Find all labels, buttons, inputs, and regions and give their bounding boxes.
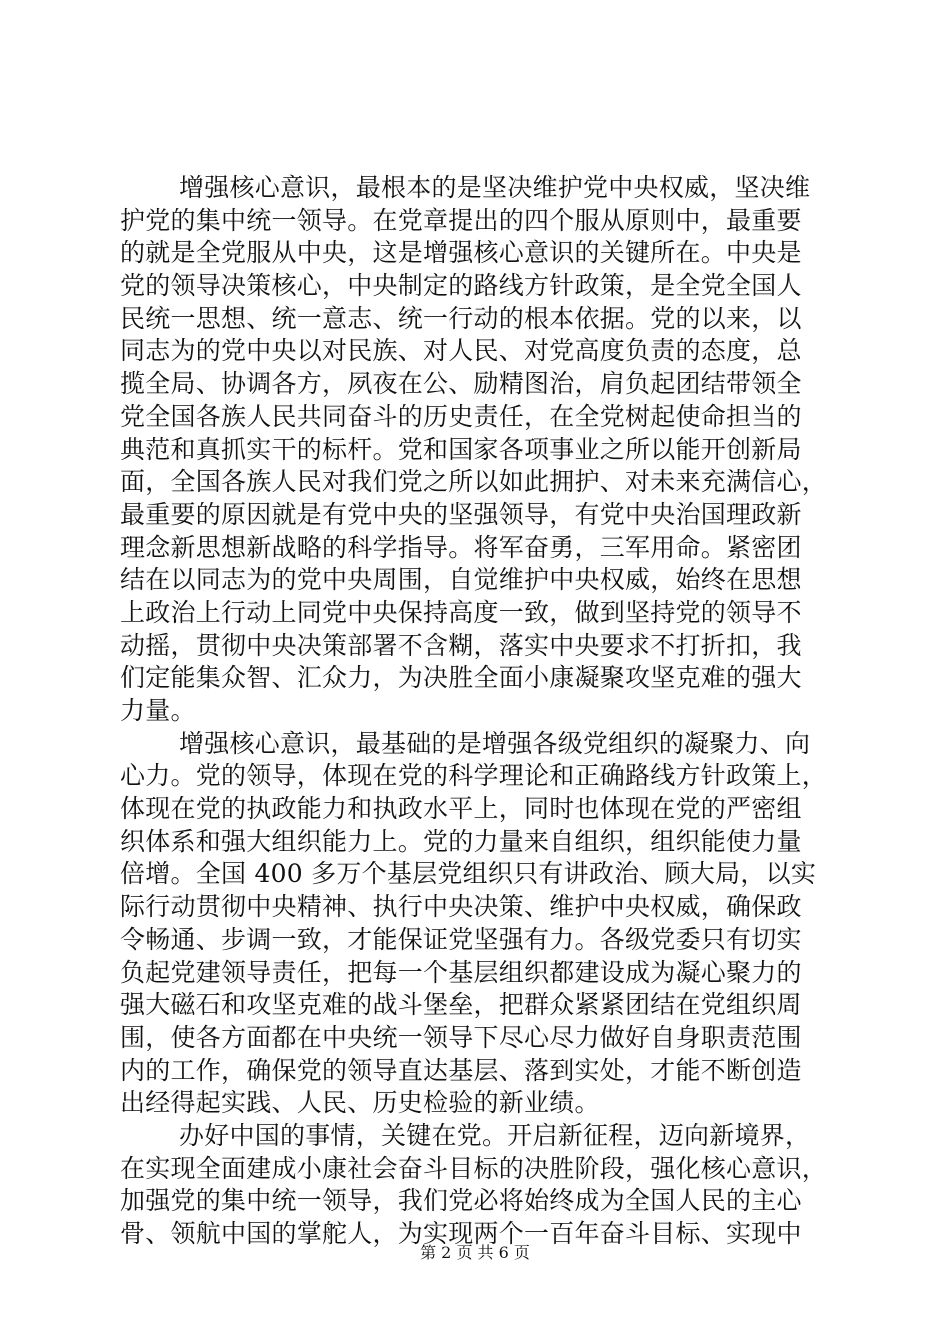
text-line: 们定能集众智、汇众力，为决胜全面小康凝聚攻坚克难的强大 bbox=[120, 663, 802, 693]
text-line: 面，全国各族人民对我们党之所以如此拥护、对未来充满信心， bbox=[120, 467, 828, 497]
text-line: 力量。 bbox=[120, 696, 196, 725]
text-line: 加强党的集中统一领导，我们党必将始终成为全国人民的主心 bbox=[120, 1186, 802, 1216]
text-line: 在实现全面建成小康社会奋斗目标的决胜阶段，强化核心意识， bbox=[120, 1153, 828, 1183]
text-line: 强大磁石和攻坚克难的战斗堡垒，把群众紧紧团结在党组织周 bbox=[120, 990, 802, 1020]
text-line: 际行动贯彻中央精神、执行中央决策、维护中央权威，确保政 bbox=[120, 892, 802, 922]
text-line: 党的领导决策核心，中央制定的路线方针政策，是全党全国人 bbox=[120, 271, 802, 301]
text-line: 动摇，贯彻中央决策部署不含糊，落实中央要求不打折扣，我 bbox=[120, 630, 802, 660]
text-line: 骨、领航中国的掌舵人，为实现两个一百年奋斗目标、实现中 bbox=[120, 1219, 802, 1248]
body-text bbox=[120, 172, 836, 1251]
text-line: 办好中国的事情，关键在党。开启新征程，迈向新境界， bbox=[179, 1120, 811, 1150]
text-line: 出经得起实践、人民、历史检验的新业绩。 bbox=[120, 1088, 600, 1118]
text-line: 织体系和强大组织能力上。党的力量来自组织，组织能使力量 bbox=[120, 826, 802, 856]
text-line: 揽全局、协调各方，夙夜在公、励精图治，肩负起团结带领全 bbox=[120, 369, 802, 399]
text-line: 围，使各方面都在中央统一领导下尽心尽力做好自身职责范围 bbox=[120, 1022, 802, 1052]
text-line: 党全国各族人民共同奋斗的历史责任，在全党树起使命担当的 bbox=[120, 401, 802, 431]
text-line: 体现在党的执政能力和执政水平上，同时也体现在党的严密组 bbox=[120, 794, 802, 824]
text-line: 同志为的党中央以对民族、对人民、对党高度负责的态度，总 bbox=[120, 336, 802, 366]
text-line: 心力。党的领导，体现在党的科学理论和正确路线方针政策上， bbox=[120, 761, 828, 791]
text-line: 最重要的原因就是有党中央的坚强领导，有党中央治国理政新 bbox=[120, 499, 802, 529]
text-line: 民统一思想、统一意志、统一行动的根本依据。党的以来，以 bbox=[120, 303, 802, 333]
text-line: 令畅通、步调一致，才能保证党坚强有力。各级党委只有切实 bbox=[120, 924, 802, 954]
text-line: 倍增。全国 400 多万个基层党组织只有讲政治、顾大局，以实 bbox=[120, 859, 817, 889]
text-line: 的就是全党服从中央，这是增强核心意识的关键所在。中央是 bbox=[120, 238, 802, 268]
text-line: 理念新思想新战略的科学指导。将军奋勇，三军用命。紧密团 bbox=[120, 532, 802, 562]
text-line: 内的工作，确保党的领导直达基层、落到实处，才能不断创造 bbox=[120, 1055, 802, 1085]
text-line: 增强核心意识，最基础的是增强各级党组织的凝聚力、向 bbox=[179, 728, 811, 758]
page-footer: 第 2 页 共 6 页 bbox=[420, 1243, 530, 1262]
text-line: 护党的集中统一领导。在党章提出的四个服从原则中，最重要 bbox=[120, 205, 802, 235]
text-line: 增强核心意识，最根本的是坚决维护党中央权威，坚决维 bbox=[179, 173, 811, 202]
text-line: 负起党建领导责任，把每一个基层组织都建设成为凝心聚力的 bbox=[120, 957, 802, 987]
text-line: 结在以同志为的党中央周围，自觉维护中央权威，始终在思想 bbox=[120, 565, 802, 595]
text-line: 上政治上行动上同党中央保持高度一致，做到坚持党的领导不 bbox=[120, 597, 802, 627]
text-line: 典范和真抓实干的标杆。党和国家各项事业之所以能开创新局 bbox=[120, 434, 802, 464]
